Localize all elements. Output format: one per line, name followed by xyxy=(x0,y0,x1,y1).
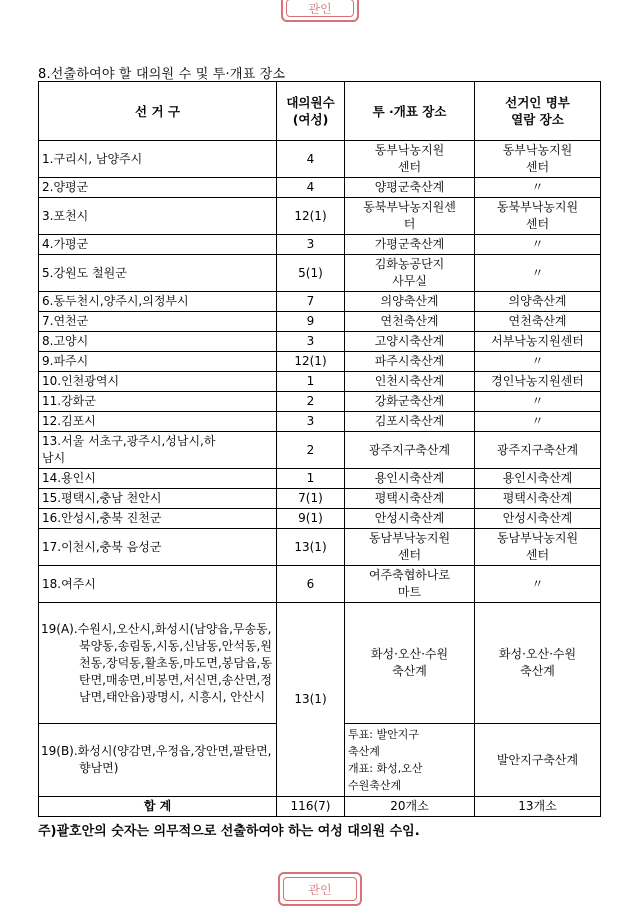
roster-cell: 안성시축산계 xyxy=(475,509,601,529)
table-row xyxy=(39,178,601,198)
table-row xyxy=(39,352,601,372)
venue-cell: 광주지구축산계 xyxy=(345,432,475,469)
district-cell: 2.양평군 xyxy=(39,178,277,198)
venue-cell: 화성·오산·수원 축산계 xyxy=(345,603,475,724)
seal-text-bottom: 관인 xyxy=(308,882,332,897)
table-row xyxy=(39,312,601,332)
seats-cell: 1 xyxy=(277,372,345,392)
district-cell: 7.연천군 xyxy=(39,312,277,332)
roster-cell: 연천축산계 xyxy=(475,312,601,332)
roster-cell: 발안지구축산계 xyxy=(475,724,601,797)
official-seal-bottom xyxy=(278,872,362,906)
table-row xyxy=(39,198,601,235)
table-row xyxy=(39,566,601,603)
total-label: 합 계 xyxy=(39,797,277,817)
district-cell: 12.김포시 xyxy=(39,412,277,432)
section-heading: 8.선출하여야 할 대의원 수 및 투·개표 장소 xyxy=(38,67,286,82)
district-cell: 5.강원도 철원군 xyxy=(39,255,277,292)
venue-cell: 파주시축산계 xyxy=(345,352,475,372)
district-cell: 6.동두천시,양주시,의정부시 xyxy=(39,292,277,312)
table-row xyxy=(39,529,601,566)
roster-cell: 〃 xyxy=(475,392,601,412)
table-total-row xyxy=(39,797,601,817)
roster-cell: 경인낙농지원센터 xyxy=(475,372,601,392)
venue-cell: 김포시축산계 xyxy=(345,412,475,432)
roster-cell: 의양축산계 xyxy=(475,292,601,312)
venue-cell: 투표: 발안지구 축산계 개표: 화성,오산 수원축산계 xyxy=(345,724,475,797)
venue-cell: 김화농공단지 사무실 xyxy=(345,255,475,292)
district-cell: 9.파주시 xyxy=(39,352,277,372)
venue-cell: 양평군축산계 xyxy=(345,178,475,198)
roster-cell: 광주지구축산계 xyxy=(475,432,601,469)
district-cell: 10.인천광역시 xyxy=(39,372,277,392)
venue-cell: 동남부낙농지원 센터 xyxy=(345,529,475,566)
district-cell: 16.안성시,충북 진천군 xyxy=(39,509,277,529)
roster-cell: 〃 xyxy=(475,412,601,432)
table-body xyxy=(39,141,601,603)
district-cell: 8.고양시 xyxy=(39,332,277,352)
table-header-row xyxy=(39,82,601,141)
total-seats: 116(7) xyxy=(277,797,345,817)
venue-cell: 강화군축산계 xyxy=(345,392,475,412)
header-district: 선 거 구 xyxy=(39,82,277,141)
table-row xyxy=(39,141,601,178)
venue-cell: 인천시축산계 xyxy=(345,372,475,392)
table-row xyxy=(39,489,601,509)
table-body-19 xyxy=(39,603,601,817)
venue-cell: 용인시축산계 xyxy=(345,469,475,489)
seats-cell: 9(1) xyxy=(277,509,345,529)
venue-cell: 연천축산계 xyxy=(345,312,475,332)
district-cell: 19(A).수원시,오산시,화성시(남양읍,무송동,북양동,송림동,시동,신남동,안석동,원천동,장덕동,활초동,마도면,봉담읍,동탄면,매송면,비봉면,서신면,송산면,정남면,태안읍)광명시, 시흥시, 안산시 xyxy=(39,603,277,724)
venue-cell: 가평군축산계 xyxy=(345,235,475,255)
venue-cell: 평택시축산계 xyxy=(345,489,475,509)
district-cell: 17.이천시,충북 음성군 xyxy=(39,529,277,566)
seats-cell: 3 xyxy=(277,412,345,432)
official-seal-top xyxy=(281,0,359,22)
table-row xyxy=(39,372,601,392)
district-cell: 14.용인시 xyxy=(39,469,277,489)
seats-cell: 2 xyxy=(277,392,345,412)
seats-cell: 13(1) xyxy=(277,529,345,566)
header-roster: 선거인 명부 열람 장소 xyxy=(475,82,601,141)
roster-cell: 화성·오산·수원 축산계 xyxy=(475,603,601,724)
venue-cell: 여주축협하나로 마트 xyxy=(345,566,475,603)
table-row xyxy=(39,412,601,432)
roster-cell: 동북부낙농지원 센터 xyxy=(475,198,601,235)
table-row xyxy=(39,292,601,312)
table-row xyxy=(39,392,601,412)
table-row xyxy=(39,235,601,255)
seats-cell: 12(1) xyxy=(277,198,345,235)
seats-cell: 1 xyxy=(277,469,345,489)
district-cell: 13.서울 서초구,광주시,성남시,하 남시 xyxy=(39,432,277,469)
total-roster: 13개소 xyxy=(475,797,601,817)
roster-cell: 〃 xyxy=(475,178,601,198)
district-cell: 15.평택시,충남 천안시 xyxy=(39,489,277,509)
roster-cell: 평택시축산계 xyxy=(475,489,601,509)
seats-cell: 4 xyxy=(277,178,345,198)
seats-cell: 7 xyxy=(277,292,345,312)
table-row xyxy=(39,255,601,292)
footnote: 주)괄호안의 숫자는 의무적으로 선출하여야 하는 여성 대의원 수임. xyxy=(38,824,420,839)
district-cell: 4.가평군 xyxy=(39,235,277,255)
table-row xyxy=(39,469,601,489)
district-cell: 1.구리시, 남양주시 xyxy=(39,141,277,178)
district-cell: 18.여주시 xyxy=(39,566,277,603)
district-cell: 11.강화군 xyxy=(39,392,277,412)
venue-cell: 고양시축산계 xyxy=(345,332,475,352)
table-row xyxy=(39,432,601,469)
seats-cell: 3 xyxy=(277,332,345,352)
seats-cell: 5(1) xyxy=(277,255,345,292)
seats-cell: 13(1) xyxy=(277,603,345,797)
venue-cell: 안성시축산계 xyxy=(345,509,475,529)
roster-cell: 〃 xyxy=(475,352,601,372)
header-venue: 투 ·개표 장소 xyxy=(345,82,475,141)
venue-cell: 동부낙농지원 센터 xyxy=(345,141,475,178)
header-seats: 대의원수 (여성) xyxy=(277,82,345,141)
seats-cell: 9 xyxy=(277,312,345,332)
roster-cell: 동부낙농지원 센터 xyxy=(475,141,601,178)
venue-cell: 의양축산계 xyxy=(345,292,475,312)
roster-cell: 동남부낙농지원 센터 xyxy=(475,529,601,566)
seats-cell: 3 xyxy=(277,235,345,255)
roster-cell: 〃 xyxy=(475,235,601,255)
seal-text-top: 관인 xyxy=(308,1,332,16)
delegate-table xyxy=(38,81,601,817)
district-cell: 3.포천시 xyxy=(39,198,277,235)
table-row xyxy=(39,509,601,529)
table-row xyxy=(39,332,601,352)
roster-cell: 〃 xyxy=(475,255,601,292)
seats-cell: 2 xyxy=(277,432,345,469)
total-venues: 20개소 xyxy=(345,797,475,817)
table-row-19a xyxy=(39,603,601,724)
roster-cell: 서부낙농지원센터 xyxy=(475,332,601,352)
seats-cell: 12(1) xyxy=(277,352,345,372)
seats-cell: 7(1) xyxy=(277,489,345,509)
seats-cell: 4 xyxy=(277,141,345,178)
venue-cell: 동북부낙농지원센 터 xyxy=(345,198,475,235)
seats-cell: 6 xyxy=(277,566,345,603)
district-cell: 19(B).화성시(양감면,우정읍,장안면,팔탄면,향남면) xyxy=(39,724,277,797)
roster-cell: 〃 xyxy=(475,566,601,603)
roster-cell: 용인시축산계 xyxy=(475,469,601,489)
